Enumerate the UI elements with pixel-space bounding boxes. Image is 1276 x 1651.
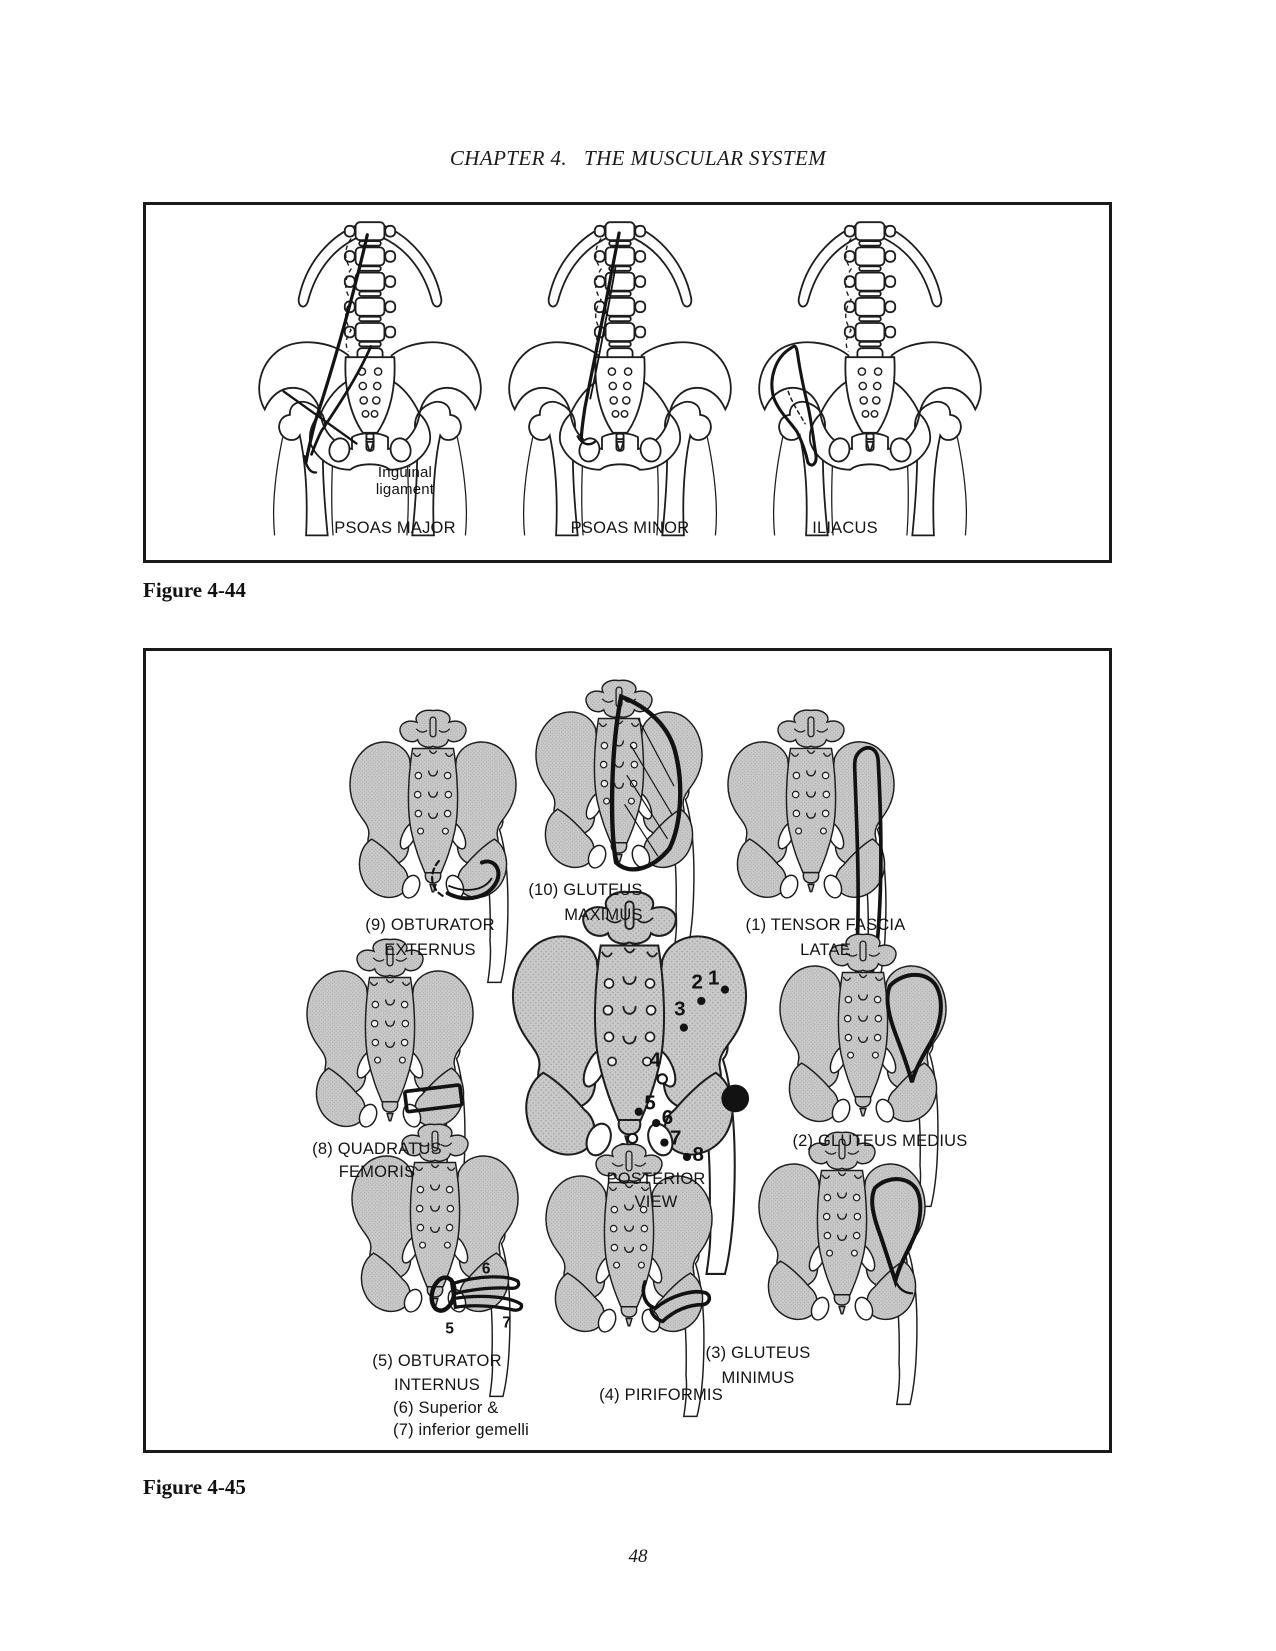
figure-4-45-caption: Figure 4-45 [143,1475,246,1499]
marker-3: 3 [674,997,686,1021]
marker-5: 5 [644,1091,656,1115]
quadratus-femoris-label-2: FEMORIS [338,1163,416,1181]
quadratus-femoris-label-1: (8) QUADRATUS [312,1140,442,1158]
page-number: 48 [628,1546,648,1567]
gluteus-minimus-drawing [747,1128,937,1406]
figure-4-44-caption: Figure 4-44 [143,578,246,602]
obturator-externus-label-2: EXTERNUS [384,941,476,959]
gluteus-minimus-label-1: (3) GLUTEUS [705,1344,811,1362]
gemelli-marker-5: 5 [445,1320,454,1338]
gemelli-label-1: (6) Superior & [393,1399,499,1417]
gemelli-marker-6: 6 [481,1260,491,1278]
gluteus-maximus-label-1: (10) GLUTEUS [528,881,643,899]
psoas-minor-drawing [485,215,755,539]
iliacus-drawing [735,215,1005,539]
marker-1: 1 [707,966,720,990]
inguinal-ligament-label: Inguinal ligament [375,464,435,499]
gluteus-medius-label: (2) GLUTEUS MEDIUS [792,1132,968,1150]
trochanter-marker-dot [721,1085,749,1113]
marker-4: 4 [649,1048,661,1072]
gemelli-label-2: (7) inferior gemelli [393,1421,530,1439]
tensor-fascia-latae-label-1: (1) TENSOR FASCIA [745,916,906,934]
gemelli-marker-7: 7 [502,1314,511,1332]
tensor-fascia-latae-label-2: LATAE [800,941,851,959]
marker-2: 2 [691,970,703,994]
marker-8: 8 [692,1143,704,1167]
marker-7: 7 [669,1126,682,1150]
posterior-view-label-2: VIEW [634,1193,678,1211]
chapter-header: CHAPTER 4. THE MUSCULAR SYSTEM [449,146,827,170]
obturator-internus-label-1: (5) OBTURATOR [372,1352,502,1370]
psoas-minor-label: PSOAS MINOR [570,519,690,537]
posterior-view-label-1: POSTERIOR [606,1170,706,1188]
iliacus-label: ILIACUS [812,519,878,537]
gluteus-minimus-label-2: MINIMUS [721,1369,795,1387]
obturator-externus-label-1: (9) OBTURATOR [365,916,495,934]
obturator-internus-label-2: INTERNUS [394,1376,480,1394]
psoas-major-label: PSOAS MAJOR [334,519,456,537]
marker-6: 6 [661,1106,674,1130]
piriformis-label: (4) PIRIFORMIS [599,1386,723,1404]
gluteus-maximus-label-2: MAXIMUS [564,906,643,924]
